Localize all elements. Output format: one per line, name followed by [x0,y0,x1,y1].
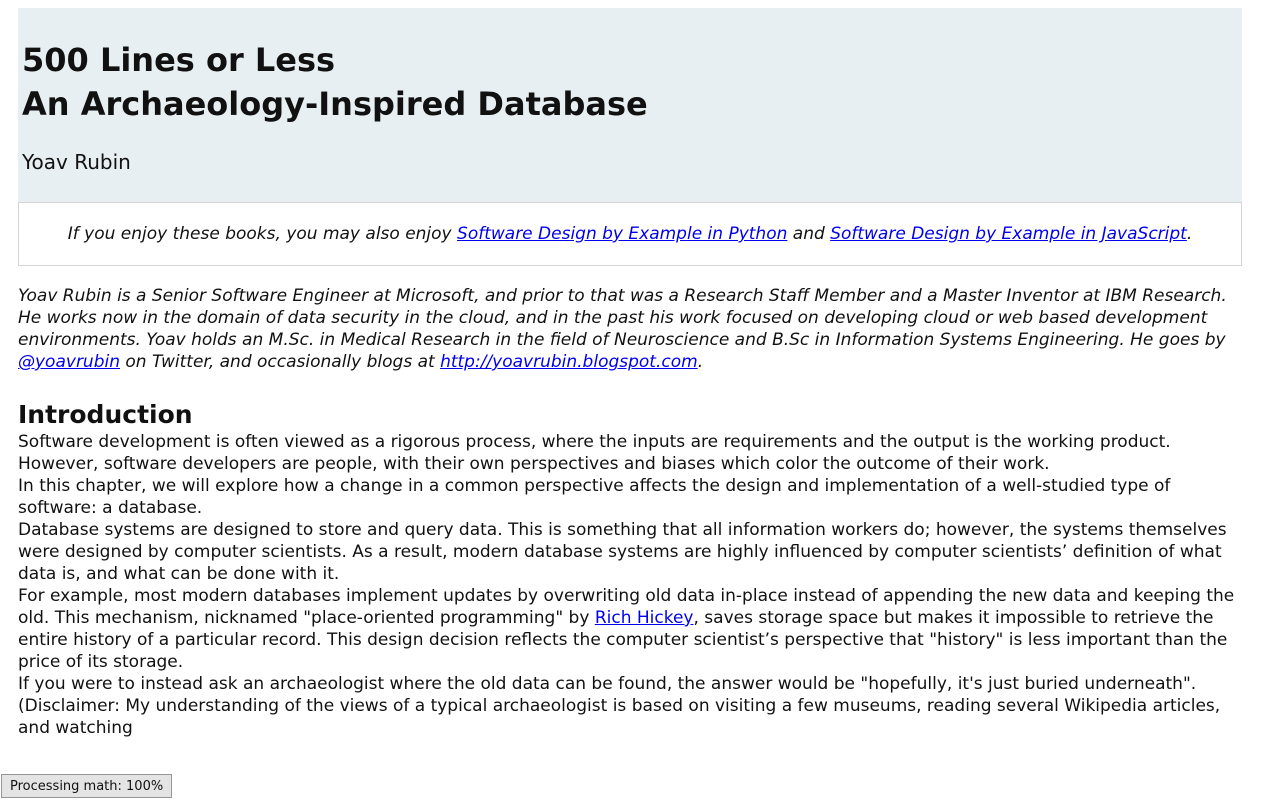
promo-link-javascript[interactable]: Software Design by Example in JavaScript [830,224,1187,244]
book-header [18,8,1242,202]
paragraph: Database systems are designed to store and query data. This is something that all information workers do; however, the systems themselves were designed by computer scientists. As a result, modern database systems are highly influenced by computer scientists’ definition of what data is, and what can be done with it. [18,520,1227,584]
paragraph-text: For example, most modern databases implement updates by overwriting old data in-place instead of appending the new data and keeping the old. This mechanism, nicknamed "place-oriented programming" by [18,586,1235,628]
paragraph: (Disclaimer: My understanding of the views of a typical archaeologist is based on visiting a few museums, reading several Wikipedia articles, and watching [18,696,1221,738]
section-heading-introduction: Introduction [18,400,193,429]
promo-banner [18,202,1242,266]
rich-hickey-link[interactable]: Rich Hickey [594,608,694,628]
author-bio [18,285,1242,373]
promo-link-python[interactable]: Software Design by Example in Python [457,224,788,244]
blog-link[interactable]: http://yoavrubin.blogspot.com [440,352,698,372]
bio-text: . [697,352,704,372]
paragraph: Software development is often viewed as a rigorous process, where the inputs are requirements and the output is the working product. However, software developers are people, with their own perspectives and biases which color the outcome of their work. [18,432,1171,474]
paragraph: If you were to instead ask an archaeologist where the old data can be found, the answer would be "hopefully, it's just buried underneath". [18,674,1197,694]
page-title [22,38,648,126]
bio-text: on Twitter, and occasionally blogs at [120,352,441,372]
book-series-title: 500 Lines or Less [22,41,336,79]
promo-suffix: . [1186,224,1193,244]
page-content [18,8,1242,739]
bio-text: Yoav Rubin is a Senior Software Engineer at Microsoft, and prior to that was a Research Staff Member and a Master Inventor at IBM Research. He works now in the domain of data security in the cloud, and in the past his work focused on developing cloud or web based development environments. Yoav holds an M.Sc. in Medical Research in the field of Neuroscience and B.Sc in Information Systems Engineering. He goes by [18,286,1227,350]
promo-middle: and [787,224,831,244]
paragraph-text: , saves storage space but makes it impossible to retrieve the entire history of a particular record. This design decision reflects the computer scientist’s perspective that "history" is less important than the price of its storage. [18,608,1228,672]
chapter-title: An Archaeology-Inspired Database [22,85,648,123]
paragraph: In this chapter, we will explore how a change in a common perspective affects the design and implementation of a well-studied type of software: a database. [18,476,1171,518]
math-processing-status: Processing math: 100% [1,774,172,798]
promo-prefix: If you enjoy these books, you may also enjoy [67,224,458,244]
author-name: Yoav Rubin [22,150,131,174]
twitter-link[interactable]: @yoavrubin [18,352,120,372]
paragraph [18,585,1242,673]
